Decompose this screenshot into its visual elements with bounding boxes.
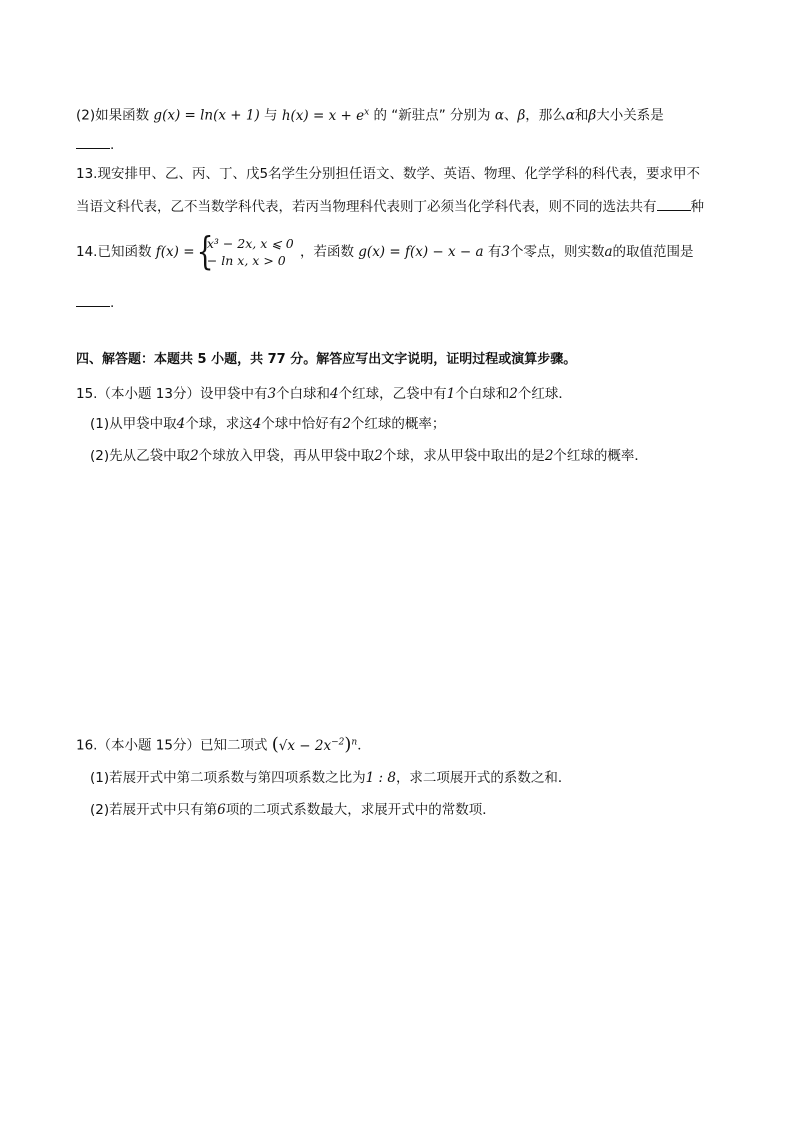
q14-answer-line [76,292,114,313]
q15-stem-b: 个白球和 [276,386,331,402]
q16-part2 [90,800,496,820]
q13-line2 [76,196,704,217]
q13-unit: 种 [690,199,704,215]
q12-end: . [110,137,115,153]
q16-stem-text: 16.（本小题 15分）已知二项式 [76,737,268,754]
q16-p2-n: 6 [217,802,226,818]
q14-piecewise [196,229,294,273]
q15-n2: 4 [330,386,339,402]
q14-var-a: a [604,244,613,260]
q12-prefix: (2)如果函数 [76,107,150,124]
q12-mid3: ，那么 [525,107,566,124]
q15-stem [76,384,572,404]
q15-p1-c: 个球中恰好有 [261,416,343,432]
q12-g-def: g(x) = ln(x + 1) [153,107,260,124]
q15-p1-n1: 4 [176,416,186,432]
q16-part1 [90,768,571,788]
q12-and: 和 [574,107,589,124]
q13-answer-blank[interactable] [657,196,691,211]
q16-p1-b: ，求二项展开式的系数之和． [395,770,572,786]
q16-stem [76,732,371,756]
q15-stem-a: 15.（本小题 13分）设甲袋中有 [76,386,268,402]
q15-p2-d: 个红球的概率． [553,448,648,464]
q15-p1-n2: 4 [252,416,262,432]
q16-p2-b: 项的二项式系数最大，求展开式中的常数项． [225,802,496,818]
q12-alpha2: α [565,107,575,124]
q14-count: 3 [501,244,510,260]
q15-p2-a: (2)先从乙袋中取 [90,448,191,464]
q15-n4: 2 [509,386,518,402]
section4-heading: 四、解答题：本题共 5 小题，共 77 分。解答应写出文字说明，证明过程或演算步骤。 [76,352,577,367]
brace-icon: { [196,229,214,273]
q12-sep: 、 [503,107,518,124]
q14-g-def: g(x) = f(x) − x − a [358,244,484,260]
q15-p2-b: 个球放入甲袋，再从甲袋中取 [198,448,375,464]
q12-answer-line [76,134,114,155]
q16-binomial-expr: $(√x - 2x^{-2})^n$ [271,733,358,755]
q14-answer-blank[interactable] [76,292,110,307]
q15-n1: 3 [267,386,277,402]
q15-p2-n3: 2 [544,448,554,464]
q12-beta2: β [588,107,597,124]
q15-n3: 1 [446,386,456,402]
q15-stem-c: 个红球，乙袋中有 [338,386,447,402]
q15-part2 [90,446,648,466]
q15-p2-c: 个球，求从甲袋中取出的是 [382,448,545,464]
q16-p1-a: (1)若展开式中第二项系数与第四项系数之比为 [90,770,366,786]
q12-answer-blank[interactable] [76,134,110,149]
q15-p2-n2: 2 [374,448,383,464]
q12-h-def: $h(x) = x + e^x$ [281,107,370,124]
q14-end: . [110,295,115,311]
q12-tail: 大小关系是 [596,107,664,124]
q14-tail: 的取值范围是 [612,244,694,260]
q14-prefix: 14.已知函数 [76,244,152,260]
q14-case1: x³ − 2x, x ⩽ 0 [206,236,294,251]
q12-beta: β [517,107,526,124]
q12-alpha: α [494,107,504,124]
q14-middle: ，若函数 [299,244,354,260]
q12-part2-line [76,102,664,126]
q14-after-count: 个零点，则实数 [509,244,605,260]
q15-stem-d: 个白球和 [455,386,510,402]
q15-p1-a: (1)从甲袋中取 [90,416,177,432]
q15-p1-b: 个球，求这 [185,416,253,432]
q15-p1-d: 个红球的概率； [350,416,446,432]
q14-case2: − ln x, x > 0 [206,253,286,268]
q15-p2-n1: 2 [190,448,199,464]
q13-line1: 13.现安排甲、乙、丙、丁、戊5名学生分别担任语文、数学、英语、物理、化学学科的科代表，要求甲不 [76,166,701,182]
q12-mid1: 与 [264,107,278,124]
q15-stem-e: 个红球． [517,386,572,402]
q15-p1-n3: 2 [342,416,351,432]
q14-f-lhs: f(x) = [155,244,195,260]
q15-part1 [90,414,445,434]
q14-line [76,229,694,273]
q16-p1-ratio: 1 : 8 [365,770,396,786]
q13-line2-text: 当语文科代表，乙不当数学科代表，若丙当物理科代表则丁必须当化学科代表，则不同的选法共有 [76,199,657,215]
q14-after-g: 有 [487,244,502,260]
q16-p2-a: (2)若展开式中只有第 [90,802,218,818]
q12-mid2: 的 “新驻点” 分别为 [373,107,491,124]
q16-stem-end: ． [357,737,371,754]
